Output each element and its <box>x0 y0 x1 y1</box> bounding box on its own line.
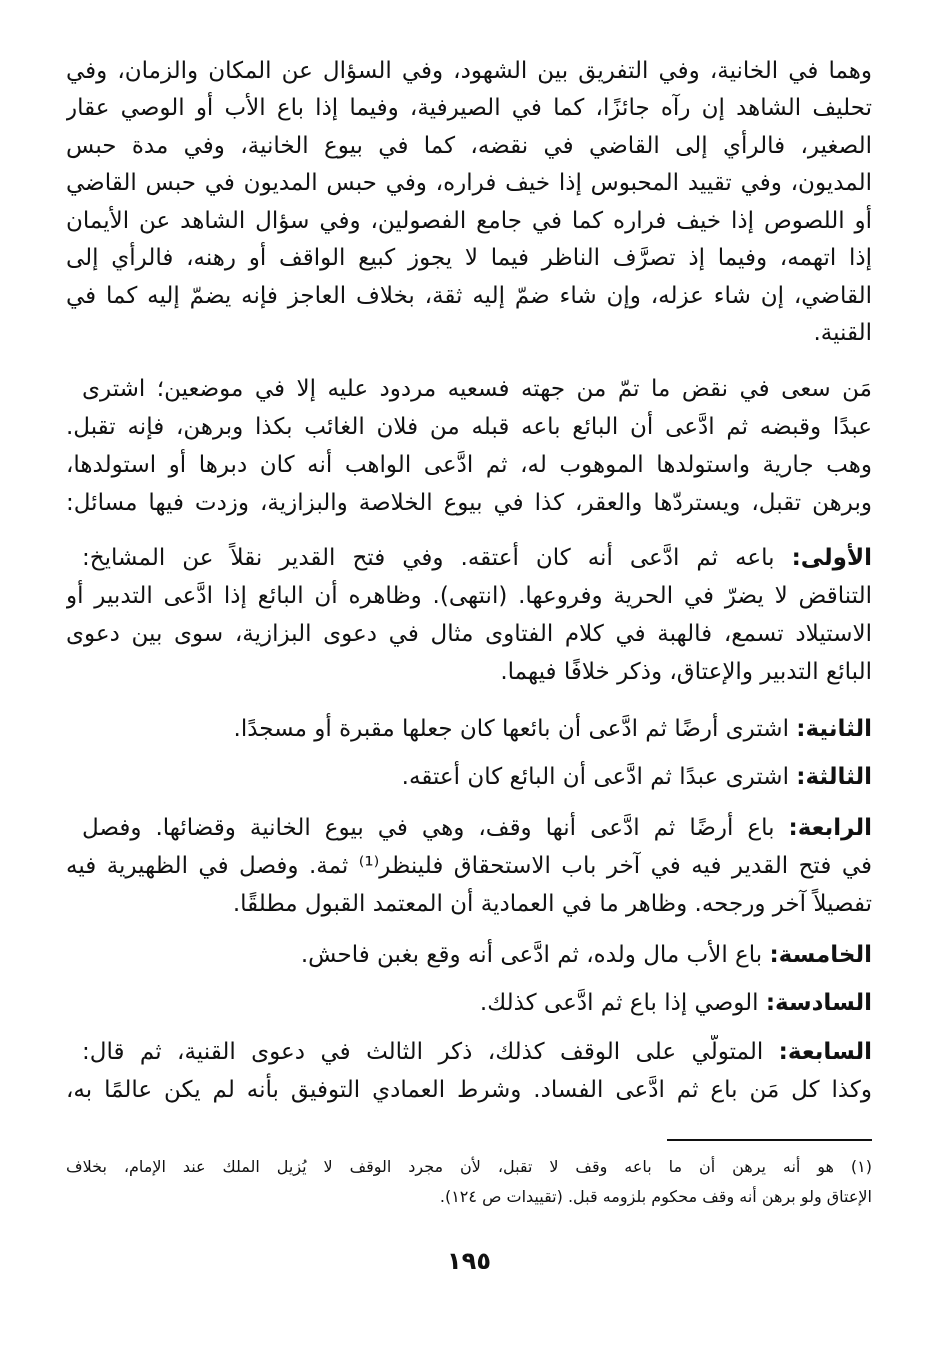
item-1-line-4: البائع التدبير والإعتاق، وذكر خلافًا فيهما. <box>500 659 872 685</box>
item-5-text: باع الأب مال ولده، ثم ادَّعى أنه وقع بغبن فاحش. <box>300 942 763 968</box>
item-4-line-2: في فتح القدير فيه في آخر باب الاستحقاق فلينظر⁽¹⁾ ثمة. وفصل في الظهيرية فيه <box>66 853 872 879</box>
paragraph-1-line-6: إذا اتهمه، وفيما إذ تصرَّف الناظر فيما لا يجوز كبيع الواقف أو رهنه، فالرأي إلى <box>66 245 872 271</box>
item-4-line-3: تفصيلاً آخر ورجحه. وظاهر ما في العمادية أن المعتمد القبول مطلقًا. <box>232 891 872 917</box>
paragraph-1-line-7: القاضي، إن شاء عزله، وإن شاء ضمّ إليه ثقة، بخلاف العاجز فإنه يضمّ إليه كما في <box>66 283 872 309</box>
paragraph-1-line-2: تحليف الشاهد إن رآه جائزًا، كما في الصيرفية، وفيما إذا باع الأب أو الوصي عقار <box>66 95 872 121</box>
item-4-lead: الرابعة: <box>788 815 872 841</box>
paragraph-2-line-2: عبدًا وقبضه ثم ادَّعى أن البائع باعه قبله من فلان الغائب بكذا وبرهن، فإنه تقبل. <box>66 414 872 440</box>
footnote-line-2: الإعتاق ولو برهن أنه وقف محكوم بلزومه قبل. (تقييدات ص ١٢٤). <box>439 1187 872 1206</box>
item-4-text: باع أرضًا ثم ادَّعى أنها وقف، وهي في بيوع الخانية وقضائها. وفصل <box>82 815 775 841</box>
item-6-line-1 <box>82 986 872 1020</box>
item-3-text: اشترى عبدًا ثم ادَّعى أن البائع كان أعتقه. <box>401 764 789 790</box>
item-5-lead: الخامسة: <box>769 942 872 968</box>
paragraph-1-line-1: وهما في الخانية، وفي التفريق بين الشهود، وفي السؤال عن المكان والزمان، وفي <box>66 58 872 84</box>
item-3-line-1 <box>82 760 872 794</box>
paragraph-2-line-3: وهب جارية واستولدها الموهوب له، ثم ادَّعى الواهب أنه كان دبرها أو استولدها، <box>66 452 872 478</box>
paragraph-2-line-1: مَن سعى في نقض ما تمّ من جهته فسعيه مردود عليه إلا في موضعين؛ اشترى <box>82 376 872 402</box>
item-7-line-2: وكذا كل مَن باع ثم ادَّعى الفساد. وشرط العمادي التوفيق بأنه لم يكن عالمًا به، <box>66 1077 872 1103</box>
item-2-lead: الثانية: <box>796 716 872 742</box>
item-6-lead: السادسة: <box>765 990 872 1016</box>
item-2-line-1 <box>82 712 872 746</box>
footnote-rule <box>667 1139 872 1141</box>
item-6-text: الوصي إذا باع ثم ادَّعى كذلك. <box>479 990 759 1016</box>
item-1-text: باعه ثم ادَّعى أنه كان أعتقه. وفي فتح القدير نقلاً عن المشايخ: <box>82 545 775 571</box>
page-number: ١٩٥ <box>447 1247 491 1275</box>
paragraph-1-line-5: أو اللصوص إذا خيف فراره كما في جامع الفصولين، وفي سؤال الشاهد عن الأيمان <box>66 208 872 234</box>
footnote-line-1: (١) هو أنه يرهن أن ما باعه وقف لا تقبل، لأن مجرد الوقف لا يُزيل الملك عند الإمام، بخلاف <box>66 1157 872 1176</box>
paragraph-1-line-3: الصغير، فالرأي إلى القاضي في نقضه، كما في بيوع الخانية، وفي مدة حبس <box>66 133 872 159</box>
paragraph-1-line-4: المديون، وفي تقييد المحبوس إذا خيف فراره، وفي حبس المديون في حبس القاضي <box>66 170 872 196</box>
item-5-line-1 <box>82 938 872 972</box>
paragraph-1-line-8: القنية. <box>813 320 872 346</box>
item-1-line-1 <box>82 541 872 575</box>
paragraph-2-line-4: وبرهن تقبل، ويستردّها والعقر، كذا في بيوع الخلاصة والبزازية، وزدت فيها مسائل: <box>66 490 872 516</box>
item-1-line-3: الاستيلاد تسمع، فالهبة في كلام الفتاوى مثال في دعوى البزازية، سوى بين دعوى <box>66 621 872 647</box>
item-1-line-2: التناقض لا يضرّ في الحرية وفروعها. (انتهى). وظاهره أن البائع إذا ادَّعى التدبير أو <box>66 583 872 609</box>
item-4-line-1 <box>82 811 872 845</box>
item-7-text: المتولّي على الوقف كذلك، ذكر الثالث في دعوى القنية، ثم قال: <box>82 1039 764 1065</box>
item-7-lead: السابعة: <box>778 1039 872 1065</box>
item-2-text: اشترى أرضًا ثم ادَّعى أن بائعها كان جعلها مقبرة أو مسجدًا. <box>233 716 789 742</box>
item-1-lead: الأولى: <box>791 545 872 571</box>
item-3-lead: الثالثة: <box>796 764 872 790</box>
item-7-line-1 <box>82 1035 872 1069</box>
